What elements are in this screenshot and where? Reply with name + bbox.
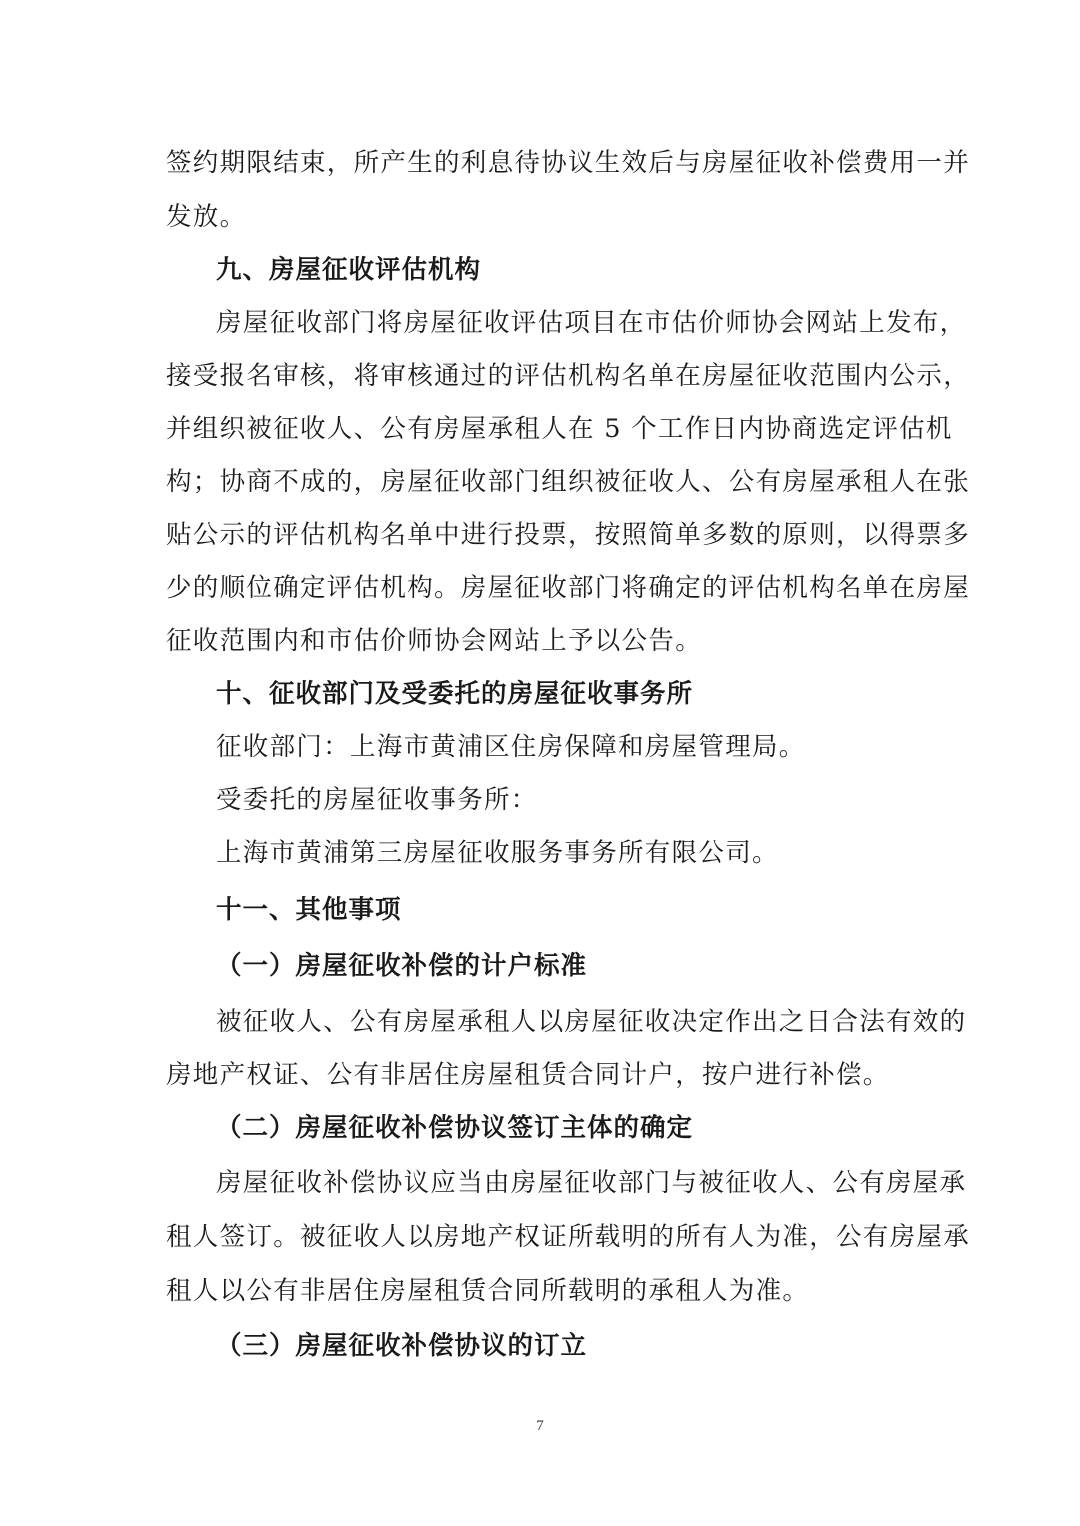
body-text-line: 租人签订。被征收人以房地产权证所载明的所有人为准，公有房屋承 bbox=[166, 1222, 971, 1252]
section-heading: 九、房屋征收评估机构 bbox=[216, 255, 482, 285]
body-text-line: 房地产权证、公有非居住房屋租赁合同计户，按户进行补偿。 bbox=[166, 1060, 890, 1090]
body-text-line: 受委托的房屋征收事务所： bbox=[216, 785, 538, 815]
body-text-line: 接受报名审核，将审核通过的评估机构名单在房屋征收范围内公示， bbox=[166, 361, 971, 391]
body-text-line: 少的顺位确定评估机构。房屋征收部门将确定的评估机构名单在房屋 bbox=[166, 573, 971, 603]
subsection-heading: （三）房屋征收补偿协议的订立 bbox=[216, 1331, 588, 1361]
body-text-line: 签约期限结束，所产生的利息待协议生效后与房屋征收补偿费用一并 bbox=[166, 148, 971, 178]
page-number: 7 bbox=[536, 1418, 544, 1434]
body-text-line: 征收部门：上海市黄浦区住房保障和房屋管理局。 bbox=[216, 732, 806, 762]
body-text-line: 被征收人、公有房屋承租人以房屋征收决定作出之日合法有效的 bbox=[216, 1007, 967, 1037]
body-text-line: 并组织被征收人、公有房屋承租人在 5 个工作日内协商选定评估机 bbox=[166, 414, 953, 444]
subsection-heading: （二）房屋征收补偿协议签订主体的确定 bbox=[216, 1113, 694, 1143]
body-text-line: 上海市黄浦第三房屋征收服务事务所有限公司。 bbox=[216, 838, 779, 868]
body-text-line: 征收范围内和市估价师协会网站上予以公告。 bbox=[166, 626, 703, 656]
subsection-heading: （一）房屋征收补偿的计户标准 bbox=[216, 951, 588, 981]
body-text-line: 贴公示的评估机构名单中进行投票，按照简单多数的原则，以得票多 bbox=[166, 520, 971, 550]
body-text-line: 发放。 bbox=[166, 202, 247, 232]
body-text-line: 构；协商不成的，房屋征收部门组织被征收人、公有房屋承租人在张 bbox=[166, 467, 971, 497]
section-heading: 十一、其他事项 bbox=[216, 895, 402, 925]
body-text-line: 房屋征收部门将房屋征收评估项目在市估价师协会网站上发布， bbox=[216, 308, 967, 338]
section-heading: 十、征收部门及受委托的房屋征收事务所 bbox=[216, 679, 694, 709]
body-text-line: 房屋征收补偿协议应当由房屋征收部门与被征收人、公有房屋承 bbox=[216, 1168, 967, 1198]
body-text-line: 租人以公有非居住房屋租赁合同所载明的承租人为准。 bbox=[166, 1276, 810, 1306]
